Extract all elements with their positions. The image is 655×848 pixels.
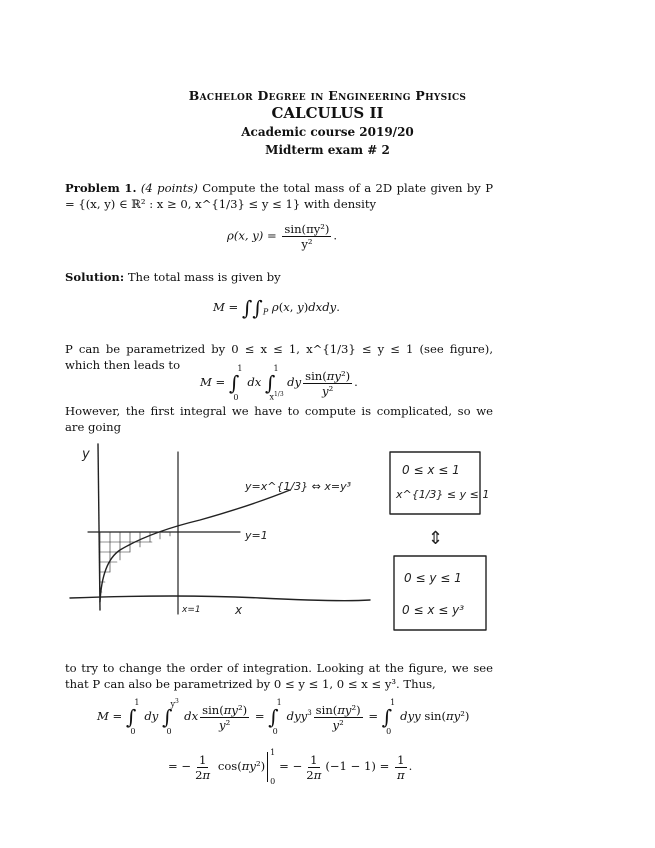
- curve-cube-root: [100, 490, 290, 602]
- course-title: CALCULUS II: [271, 104, 384, 122]
- iterated-integral-2: M = ∫ 1 0 dy ∫ $y^3$ 0 dx $\frac{\text{sin(πy²)}}{\text{y²}}$ = ∫ 1 0 dyy$^3$ $\frac{\text{sin(πy²)}}{\text{y²}}$ = ∫ 1 0 dyy sin(πy²): [97, 698, 470, 736]
- density-numerator: sin(πy²): [284, 222, 330, 236]
- equivalence-arrow: ⇕: [428, 528, 444, 549]
- problem-statement: [65, 180, 493, 212]
- solution-intro-text: The total mass is given by: [127, 270, 281, 284]
- problem-points: (4 points): [140, 181, 198, 195]
- box2-line1: 0 ≤ y ≤ 1: [404, 571, 462, 585]
- exam-title: Midterm exam # 2: [265, 143, 390, 157]
- problem-label: Problem 1.: [65, 181, 137, 195]
- x1-label: x=1: [182, 605, 201, 615]
- y-axis: [98, 444, 100, 610]
- y-axis-label: y: [82, 447, 90, 462]
- solution-label: Solution:: [65, 270, 125, 284]
- however-text: However, the first integral we have to compute is complicated, so we are going: [65, 404, 493, 434]
- box1-line2: x^{1/3} ≤ y ≤ 1: [396, 488, 490, 501]
- mass-equation: $M = \int\int_P$ ρ(x, y)dxdy.: [213, 296, 340, 320]
- density-equation: ρ(x, y) = $\frac{\text{sin(πy²)}}{\text{y²}}$ .: [227, 222, 338, 251]
- density-denominator: y²: [301, 237, 313, 251]
- box1-line1: 0 ≤ x ≤ 1: [402, 463, 460, 477]
- box-x-first: [390, 452, 480, 514]
- box2-line2: 0 ≤ x ≤ y³: [402, 603, 465, 617]
- x-axis: [70, 596, 370, 601]
- final-result: = − $\frac{1}{2\pi}$ cos(πy²) 1 0 = − $\frac{1}{2\pi}$ (−1 − 1) = $\frac{1}{\pi}$ .: [168, 748, 413, 786]
- y1-label: y=1: [245, 529, 268, 542]
- program-title: Bachelor Degree in Engineering Physics: [188, 88, 467, 103]
- x-axis-label: x: [235, 603, 243, 617]
- region-figure: [60, 432, 500, 632]
- change-order-text: to try to change the order of integration. Looking at the figure, we see that P can also be parametrized by 0 ≤ y ≤ 1, 0 ≤ x ≤ y³. Thus,: [65, 661, 493, 691]
- iterated-integral-1: M = ∫ 1 0 dx ∫ 1 $x^{1/3}$ dy $\frac{\text{sin(πy²)}}{\text{y²}}$ .: [200, 364, 358, 402]
- curve-label: y=x^{1/3} ⇔ x=y³: [245, 480, 352, 493]
- problem-text: Compute the total mass of a 2D plate given by P = {(x, y) ∈ ℝ² : x ≥ 0, x^{1/3} ≤ y ≤ 1} with density: [65, 181, 494, 211]
- solution-intro: [65, 269, 493, 285]
- box-y-first: [394, 556, 486, 630]
- academic-year: Academic course 2019/20: [241, 125, 414, 139]
- density-lhs: ρ(x, y) =: [227, 228, 277, 243]
- parametrization-text: P can be parametrized by 0 ≤ x ≤ 1, x^{1/3} ≤ y ≤ 1 (see figure), which then leads to: [65, 342, 493, 372]
